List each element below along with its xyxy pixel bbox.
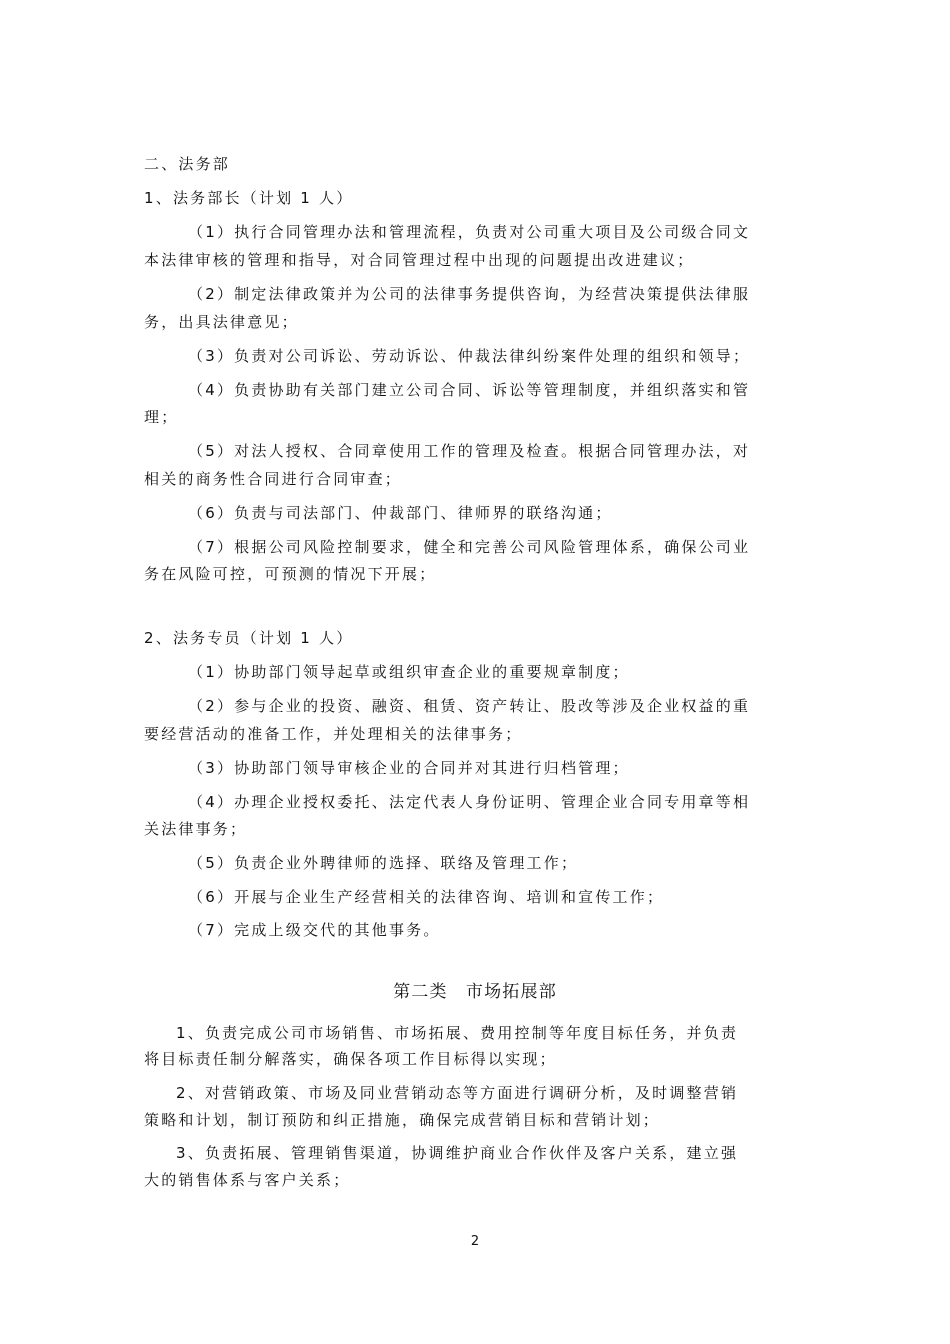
paragraph-line: 务在风险可控，可预测的情况下开展； <box>144 565 437 583</box>
subsection-title-specialist: 2、法务专员（计划 1 人） <box>144 629 354 647</box>
paragraph-line: （4）负责协助有关部门建立公司合同、诉讼等管理制度，并组织落实和管 <box>188 381 751 399</box>
subsection-title-director: 1、法务部长（计划 1 人） <box>144 189 354 207</box>
paragraph-line: 相关的商务性合同进行合同审查； <box>144 470 403 488</box>
paragraph-line: （7）完成上级交代的其他事务。 <box>188 921 441 939</box>
paragraph-line: 1、负责完成公司市场销售、市场拓展、费用控制等年度目标任务，并负责 <box>176 1024 739 1042</box>
paragraph-line: （5）对法人授权、合同章使用工作的管理及检查。根据合同管理办法，对 <box>188 442 751 460</box>
paragraph-line: 关法律事务； <box>144 820 248 838</box>
paragraph-line: 将目标责任制分解落实，确保各项工作目标得以实现； <box>144 1050 557 1068</box>
paragraph-line: （1）协助部门领导起草或组织审查企业的重要规章制度； <box>188 663 630 681</box>
paragraph-line: 2、对营销政策、市场及同业营销动态等方面进行调研分析，及时调整营销 <box>176 1084 739 1102</box>
section-heading-market: 第二类 市场拓展部 <box>393 982 557 1002</box>
paragraph-line: 本法律审核的管理和指导，对合同管理过程中出现的问题提出改进建议； <box>144 251 695 269</box>
paragraph-line: 3、负责拓展、管理销售渠道，协调维护商业合作伙伴及客户关系，建立强 <box>176 1144 739 1162</box>
paragraph-line: （7）根据公司风险控制要求，健全和完善公司风险管理体系，确保公司业 <box>188 538 751 556</box>
paragraph-line: （6）开展与企业生产经营相关的法律咨询、培训和宣传工作； <box>188 888 665 906</box>
paragraph-line: 大的销售体系与客户关系； <box>144 1171 351 1189</box>
paragraph-line: （5）负责企业外聘律师的选择、联络及管理工作； <box>188 854 579 872</box>
section-heading-legal: 二、法务部 <box>144 155 231 173</box>
paragraph-line: （2）制定法律政策并为公司的法律事务提供咨询，为经营决策提供法律服 <box>188 285 751 303</box>
paragraph-line: 策略和计划，制订预防和纠正措施，确保完成营销目标和营销计划； <box>144 1111 661 1129</box>
paragraph-line: 要经营活动的准备工作，并处理相关的法律事务； <box>144 725 523 743</box>
paragraph-line: （2）参与企业的投资、融资、租赁、资产转让、股改等涉及企业权益的重 <box>188 697 751 715</box>
paragraph-line: 务，出具法律意见； <box>144 313 299 331</box>
paragraph-line: （3）负责对公司诉讼、劳动诉讼、仲裁法律纠纷案件处理的组织和领导； <box>188 347 751 365</box>
paragraph-line: （1）执行合同管理办法和管理流程，负责对公司重大项目及公司级合同文 <box>188 223 751 241</box>
paragraph-line: （3）协助部门领导审核企业的合同并对其进行归档管理； <box>188 759 630 777</box>
paragraph-line: （6）负责与司法部门、仲裁部门、律师界的联络沟通； <box>188 504 613 522</box>
paragraph-line: 理； <box>144 408 179 426</box>
page-number: 2 <box>470 1234 480 1249</box>
paragraph-line: （4）办理企业授权委托、法定代表人身份证明、管理企业合同专用章等相 <box>188 793 751 811</box>
